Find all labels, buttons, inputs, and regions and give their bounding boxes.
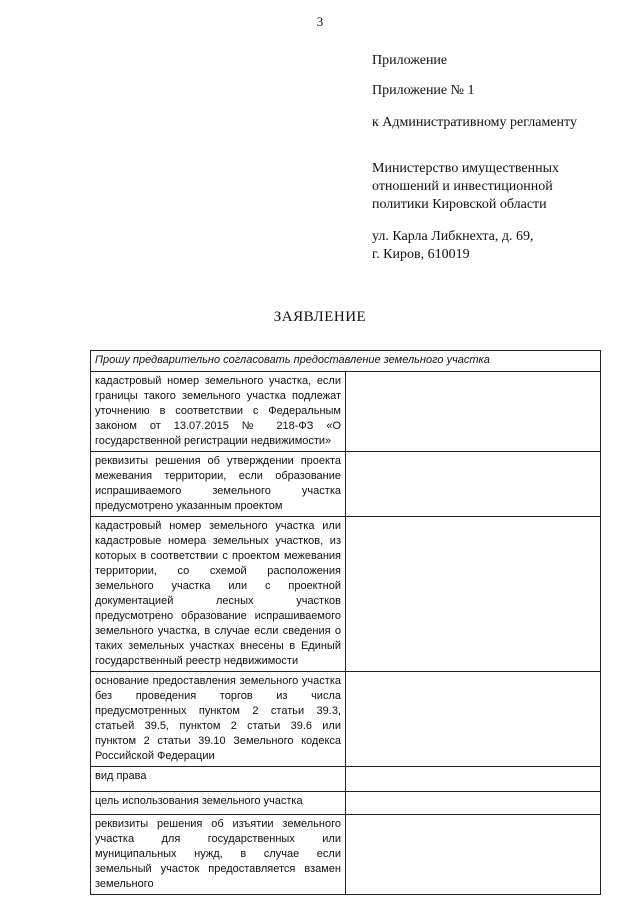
document-title: ЗАЯВЛЕНИЕ <box>273 309 367 325</box>
table-row <box>91 672 601 767</box>
row-value-field[interactable] <box>346 792 601 815</box>
row-label: кадастровый номер земельного участка или кадастровые номера земельных участков, из которых в соответствии с проектом межевания территории, со схемой расположения земельного участка или с проектной документацией лесных участков предусмотрено образование испрашиваемого земельного участка, в случае если сведения о таких земельных участках внесены в Единый государственный реестр недвижимости <box>91 517 346 672</box>
page-number: 3 <box>316 14 324 29</box>
row-label: вид права <box>91 767 346 792</box>
row-value-field[interactable] <box>346 372 601 452</box>
table-row <box>91 815 601 895</box>
recipient-line: отношений и инвестиционной <box>372 179 553 194</box>
table-row <box>91 767 601 792</box>
row-value-field[interactable] <box>346 452 601 517</box>
row-label: основание предоставления земельного участка без проведения торгов из числа предусмотренных пунктом 2 статьи 39.3, статьей 39.5, пунктом 2 статьи 39.6 или пунктом 2 статьи 39.10 Земельного кодекса Российской Федерации <box>91 672 346 767</box>
header-block <box>372 52 577 264</box>
address-line: ул. Карла Либкнехта, д. 69, <box>372 229 534 244</box>
appendix-number: Приложение № 1 <box>372 83 475 98</box>
appendix-label: Приложение <box>372 53 448 68</box>
row-label: цель использования земельного участка <box>91 792 346 815</box>
row-value-field[interactable] <box>346 517 601 672</box>
row-label: реквизиты решения об утверждении проекта межевания территории, если образование испрашиваемого земельного участка предусмотрено указанным проектом <box>91 452 346 517</box>
row-value-field[interactable] <box>346 672 601 767</box>
table-row <box>91 372 601 452</box>
table-heading-row <box>91 351 601 372</box>
table-row <box>91 792 601 815</box>
table-row <box>91 517 601 672</box>
row-label: кадастровый номер земельного участка, если границы такого земельного участка подлежат уточнению в соответствии с Федеральным законом от 13.07.2015 № 218-ФЗ «О государственной регистрации недвижимости» <box>91 372 346 452</box>
recipient-line: Министерство имущественных <box>372 161 559 176</box>
recipient-line: политики Кировской области <box>372 197 547 212</box>
row-value-field[interactable] <box>346 815 601 895</box>
row-value-field[interactable] <box>346 767 601 792</box>
table-row <box>91 452 601 517</box>
row-label: реквизиты решения об изъятии земельного участка для государственных или муниципальных нужд, в случае если земельный участок предоставляется взамен земельного <box>91 815 346 895</box>
regulation-reference: к Административному регламенту <box>372 115 577 130</box>
table-heading: Прошу предварительно согласовать предоставление земельного участка <box>91 351 601 372</box>
address-line: г. Киров, 610019 <box>372 247 470 262</box>
application-table <box>90 350 601 895</box>
